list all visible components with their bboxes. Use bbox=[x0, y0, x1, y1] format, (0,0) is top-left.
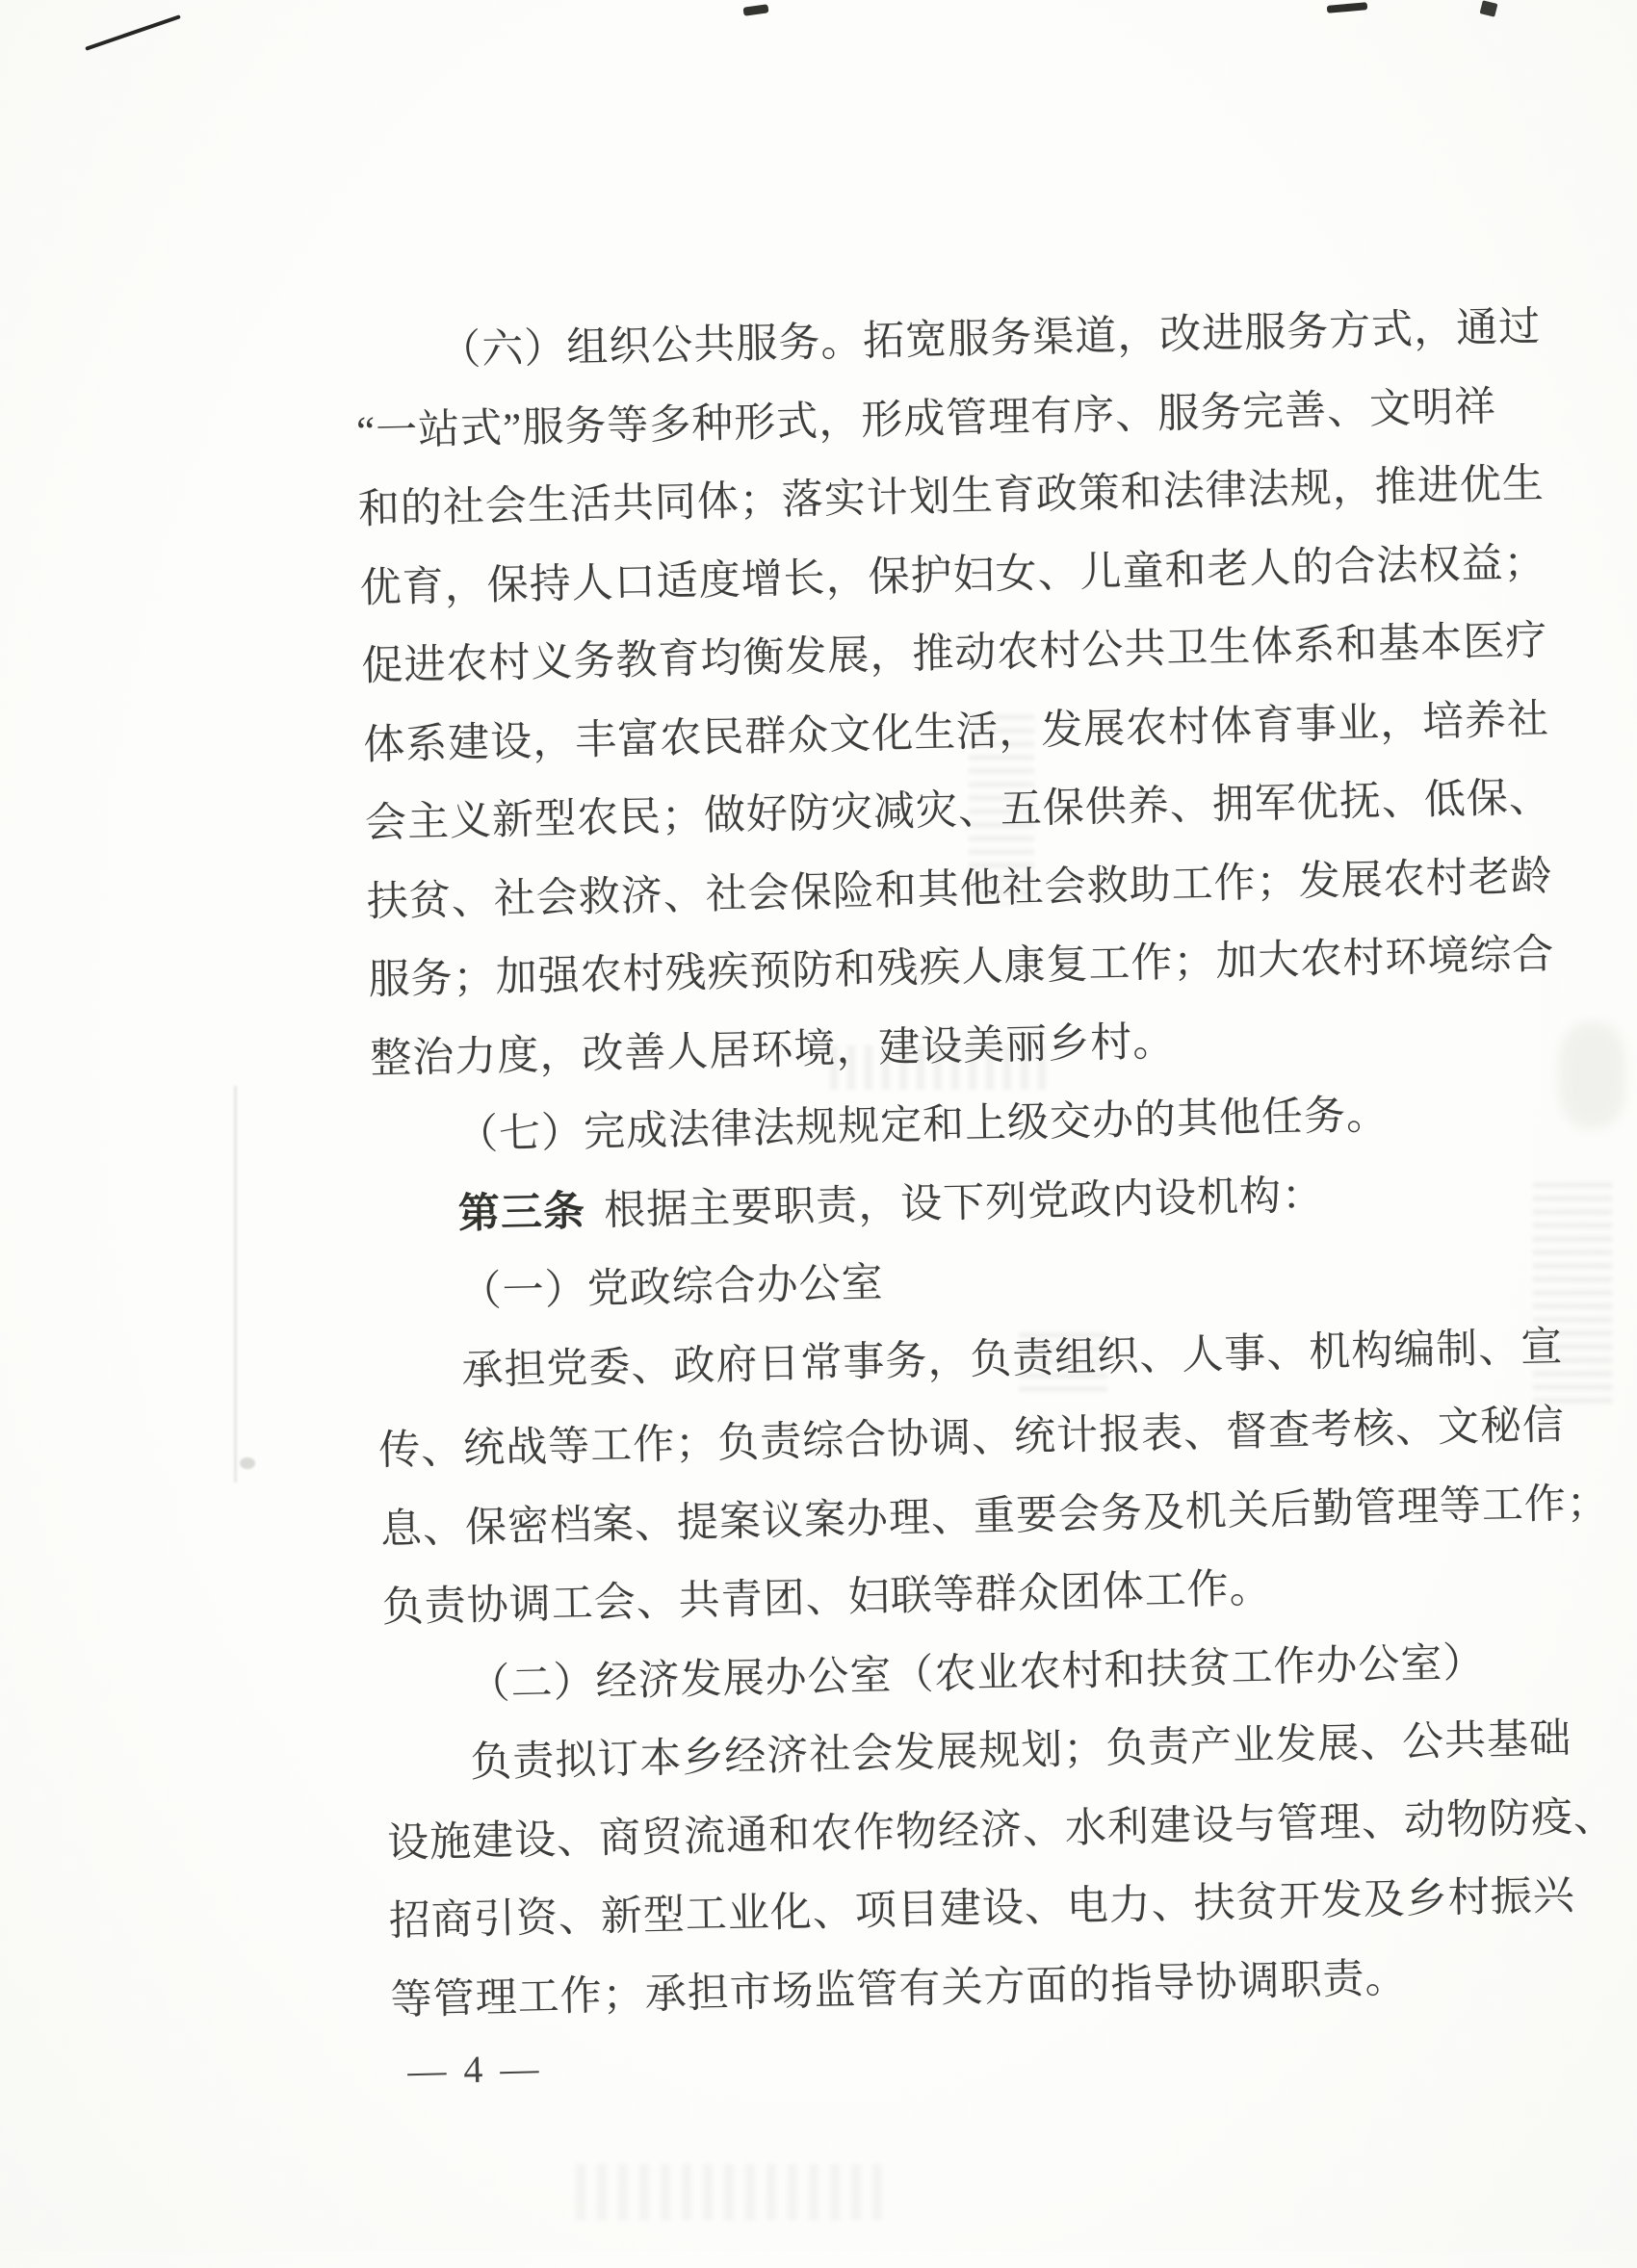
text-line: “一站式”服务等多种形式，形成管理有序、服务完善、文明祥 bbox=[355, 384, 1497, 455]
text-line: 整治力度，改善人居环境，建设美丽乡村。 bbox=[369, 1018, 1176, 1083]
text-line: 负责拟订本乡经济社会发展规划；负责产业发展、公共基础 bbox=[469, 1716, 1572, 1787]
text-line: （六）组织公共服务。拓宽服务渠道，改进服务方式，通过 bbox=[438, 304, 1542, 374]
text-line: 体系建设，丰富农民群众文化生活，发展农村体育事业，培养社 bbox=[362, 697, 1550, 769]
text-line: 和的社会生活共同体；落实计划生育政策和法律法规，推进优生 bbox=[357, 461, 1546, 533]
text-line: 扶贫、社会救济、社会保险和其他社会救助工作；发展农村老龄 bbox=[366, 854, 1554, 926]
text-line: 优育，保持人口适度增长，保护妇女、儿童和老人的合法权益； bbox=[359, 540, 1546, 612]
text-line: （一）党政综合办公室 bbox=[459, 1260, 885, 1316]
text-line: 息、保密档案、提案议案办理、重要会务及机关后勤管理等工作； bbox=[379, 1481, 1610, 1554]
text-line: 传、统战等工作；负责综合协调、统计报表、督查考核、文秘信 bbox=[377, 1403, 1566, 1475]
text-line: 负责协调工会、共青团、妇联等群众团体工作。 bbox=[381, 1565, 1273, 1631]
text-line: 会主义新型农民；做好防灾减灾、五保供养、拥军优抚、低保、 bbox=[364, 775, 1552, 847]
article-heading-text: 根据主要职责，设下列党政内设机构： bbox=[603, 1173, 1325, 1234]
text-line: 设施建设、商贸流通和农作物经济、水利建设与管理、动物防疫、 bbox=[386, 1794, 1617, 1867]
text-line: 承担党委、政府日常事务，负责组织、人事、机构编制、宣 bbox=[460, 1325, 1564, 1395]
text-line: 等管理工作；承担市场监管有关方面的指导协调职责。 bbox=[390, 1955, 1408, 2023]
text-line: 促进农村义务教育均衡发展，推动农村公共卫生体系和基本医疗 bbox=[360, 618, 1548, 690]
text-line: 招商引资、新型工业化、项目建设、电力、扶贫开发及乡村振兴 bbox=[388, 1873, 1576, 1945]
article-number-label: 第三条 bbox=[457, 1188, 586, 1238]
text-line: （二）经济发展办公室（农业农村和扶贫工作办公室） bbox=[468, 1640, 1486, 1709]
text-line: 服务；加强农村残疾预防和残疾人康复工作；加大农村环境综合 bbox=[368, 932, 1555, 1004]
page-number: — 4 — bbox=[406, 2046, 543, 2093]
text-line: （七）完成法律法规规定和上级交办的其他任务。 bbox=[455, 1093, 1390, 1159]
text-line-article-heading bbox=[457, 1173, 1324, 1239]
